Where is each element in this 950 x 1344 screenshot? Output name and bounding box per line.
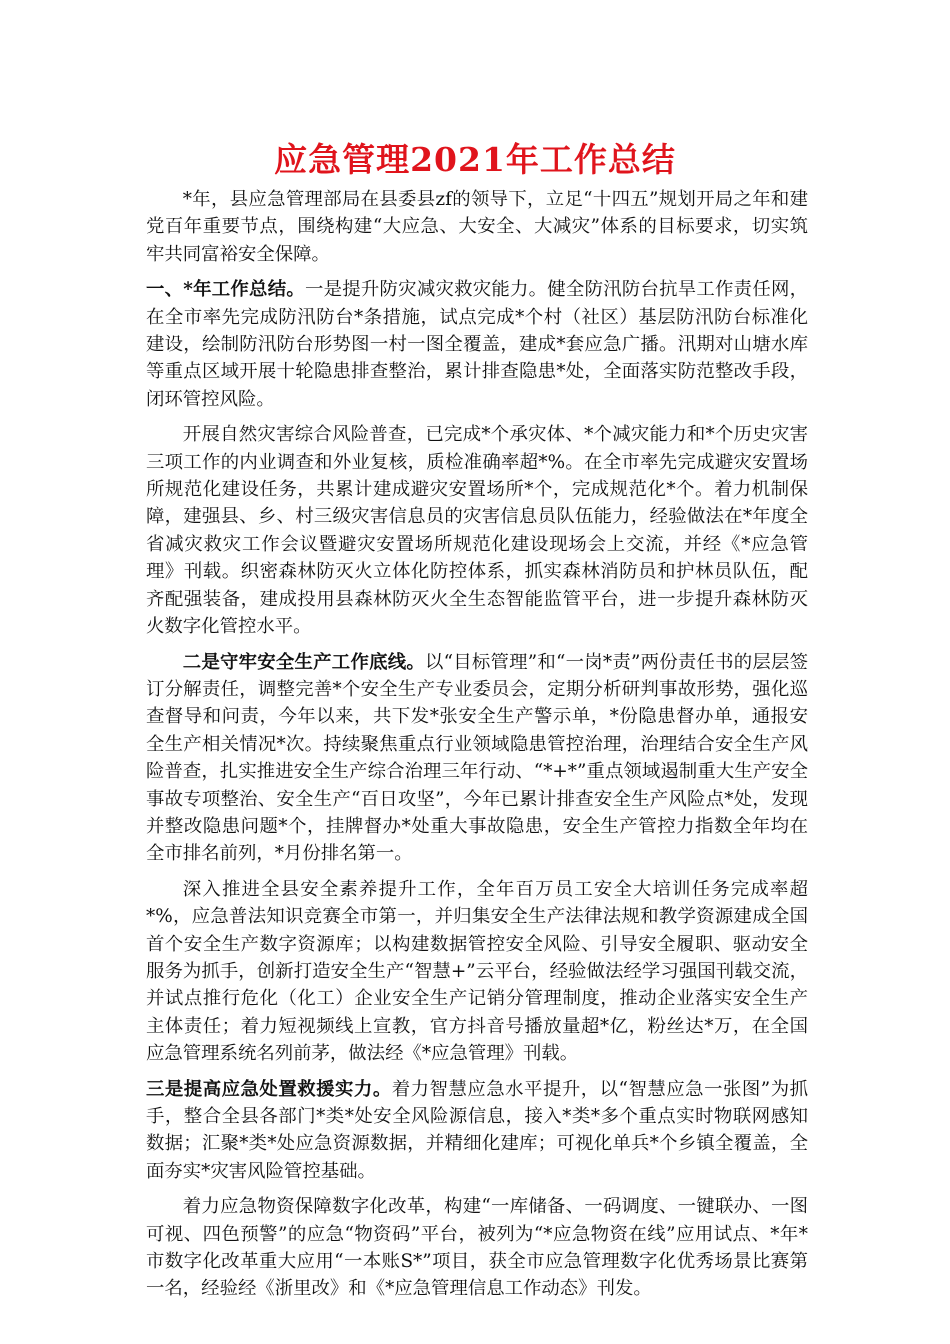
paragraph-text: 深入推进全县安全素养提升工作，全年百万员工安全大培训任务完成率超*%，应急普法知识竞赛全市第一，并归集安全生产法律法规和教学资源建成全国首个安全生产数字资源库；以构建数据管控安全风险、引导安全履职、驱动安全服务为抓手，创新打造安全生产“智慧+”云平台，经验做法经学习强国刊载交流，并试点推行危化（化工）企业安全生产记销分管理制度，推动企业落实安全生产主体责任；着力短视频线上宣教，官方抖音号播放量超*亿，粉丝达*万，在全国应急管理系统名列前茅，做法经《*应急管理》刊载。 xyxy=(146,878,808,1065)
section-heading: 一、*年工作总结。 xyxy=(146,279,305,301)
paragraph-text: 着力应急物资保障数字化改革，构建“一库储备、一码调度、一键联办、一图可视、四色预警”的应急“物资码”平台，被列为“*应急物资在线”应用试点、*年*市数字化改革重大应用“一本账S*”项目，获全市应急管理数字化优秀场景比赛第一名，经验经《浙里改》和《*应急管理信息工作动态》刊发。 xyxy=(146,1196,808,1300)
paragraph-text: *年，县应急管理部局在县委县zf的领导下，立足“十四五”规划开局之年和建党百年重要节点，围绕构建“大应急、大安全、大减灾”体系的目标要求，切实筑牢共同富裕安全保障。 xyxy=(146,189,808,265)
document-body xyxy=(146,186,808,1311)
paragraph xyxy=(146,876,808,1068)
document-title: 应急管理2021年工作总结 xyxy=(274,140,676,179)
paragraph-text: 着力智慧应急水平提升，以“智慧应急一张图”为抓手，整合全县各部门*类*处安全风险源信息，接入*类*多个重点实时物联网感知数据；汇聚*类*处应急资源数据，并精细化建库；可视化单兵*个乡镇全覆盖，全面夯实*灾害风险管控基础。 xyxy=(146,1078,808,1182)
paragraph-text: 一是提升防灾减灾救灾能力。健全防汛防台抗旱工作责任网，在全市率先完成防汛防台*条措施，试点完成*个村（社区）基层防汛防台标准化建设，绘制防汛防台形势图一村一图全覆盖，建成*套应急广播。汛期对山塘水库等重点区域开展十轮隐患排查整治，累计排查隐患*处，全面落实防范整改手段，闭环管控风险。 xyxy=(146,279,808,410)
paragraph xyxy=(146,649,808,868)
paragraph xyxy=(146,1076,808,1186)
paragraph xyxy=(146,1193,808,1303)
section-heading: 二是守牢安全生产工作底线。 xyxy=(182,651,425,673)
paragraph-text: 以“目标管理”和“一岗*责”两份责任书的层层签订分解责任，调整完善*个安全生产专业委员会，定期分析研判事故形势，强化巡查督导和问责，今年以来，共下发*张安全生产警示单，*份隐患督办单，通报安全生产相关情况*次。持续聚焦重点行业领域隐患管控治理，治理结合安全生产风险普查，扎实推进安全生产综合治理三年行动、“*+*”重点领域遏制重大生产安全事故专项整治、安全生产“百日攻坚”，今年已累计排查安全生产风险点*处，发现并整改隐患问题*个，挂牌督办*处重大事故隐患，安全生产管控力指数全年均在全市排名前列，*月份排名第一。 xyxy=(146,651,808,865)
paragraph xyxy=(146,186,808,268)
section-heading: 三是提高应急处置救援实力。 xyxy=(146,1078,392,1100)
paragraph xyxy=(146,421,808,640)
paragraph xyxy=(146,276,808,413)
paragraph-text: 开展自然灾害综合风险普查，已完成*个承灾体、*个减灾能力和*个历史灾害三项工作的内业调查和外业复核，质检准确率超*%。在全市率先完成避灾安置场所规范化建设任务，共累计建成避灾安置场所*个，完成规范化*个。着力机制保障，建强县、乡、村三级灾害信息员的灾害信息员队伍能力，经验做法在*年度全省减灾救灾工作会议暨避灾安置场所规范化建设现场会上交流，并经《*应急管理》刊载。织密森林防灭火立体化防控体系，抓实森林消防员和护林员队伍，配齐配强装备，建成投用县森林防灭火全生态智能监管平台，进一步提升森林防灭火数字化管控水平。 xyxy=(146,424,808,638)
